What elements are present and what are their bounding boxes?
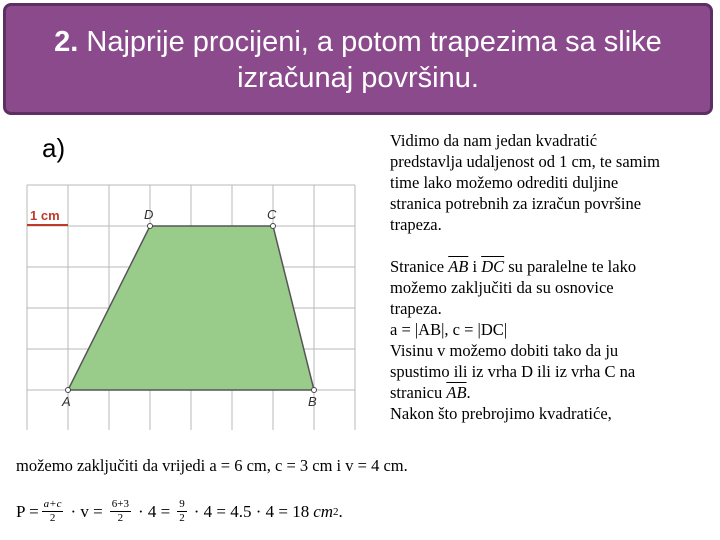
task-label: a) [42, 133, 66, 163]
trapezoid-figure [0, 0, 360, 440]
formula-unit: cm [313, 501, 334, 521]
conclusion-text: možemo zaključiti da vrijedi a = 6 cm, c = 3 cm i v = 4 cm. [16, 456, 408, 475]
explanation-line: spustimo ili iz vrha D ili iz vrha C na [390, 362, 636, 381]
explanation-line: stranicu $\overline{AB}$. [390, 383, 471, 402]
explanation-line: stranica potrebnih za izračun površine [390, 194, 642, 213]
explanation-text [390, 130, 715, 424]
explanation-line: a = |AB|, c = |DC| [390, 320, 508, 339]
vertex-c-label: C [267, 207, 277, 222]
explanation-line: time lako možemo odrediti duljine [390, 173, 619, 192]
vertex-b-label: B [308, 394, 317, 409]
vertex-b-dot [312, 388, 317, 393]
formula-result: · 4 = 4.5 · 4 = 18 [193, 501, 310, 521]
formula-dot-v: · v = [70, 501, 103, 521]
vertex-c-dot [271, 224, 276, 229]
explanation-line: predstavlja udaljenost od 1 cm, te samim [390, 152, 660, 171]
fraction-6-plus-3: $\frac{6+3}{2}$ [111, 498, 129, 524]
formula-p: P = [16, 501, 39, 521]
formula-dot-4: · 4 = [137, 501, 171, 521]
vertex-a-dot [66, 388, 71, 393]
explanation-line: trapeza. [390, 299, 442, 318]
scale-label: 1 cm [30, 208, 60, 223]
segment-ab: $\overline{AB}$ [448, 257, 469, 276]
area-formula: P = $\frac{a+c}{2}$ · v = $\frac{6+3}{2}$ · 4 = $\frac{9}{2}$ · 4 = 4.5 · 4 = 18 cm 2 . [16, 498, 343, 524]
explanation-line: Nakon što prebrojimo kvadratiće, [390, 404, 612, 423]
title-line-2: izračunaj površinu. [237, 62, 479, 94]
vertex-d-label: D [144, 207, 154, 222]
vertex-d-dot [148, 224, 153, 229]
segment-ab: $\overline{AB}$ [446, 383, 467, 402]
segment-dc: $\overline{DC}$ [481, 257, 505, 276]
explanation-line: Visinu v možemo dobiti tako da ju [390, 341, 619, 360]
explanation-line: Stranice $\overline{AB}$ i $\overline{DC}$ su paralelne te lako [390, 257, 637, 276]
task-number: 2. [54, 26, 79, 58]
vertex-a-label: A [62, 394, 71, 409]
explanation-line: trapeza. [390, 215, 442, 234]
explanation-line: možemo zaključiti da su osnovice [390, 278, 614, 297]
formula-exponent: 2 [333, 505, 339, 518]
fraction-a-plus-c: $\frac{a+c}{2}$ [43, 498, 62, 524]
explanation-line: Vidimo da nam jedan kvadratić [390, 131, 598, 150]
title-text-1: Najprije procijeni, a potom trapezima sa slike [78, 26, 662, 58]
fraction-9-over-2: $\frac{9}{2}$ [179, 498, 185, 524]
